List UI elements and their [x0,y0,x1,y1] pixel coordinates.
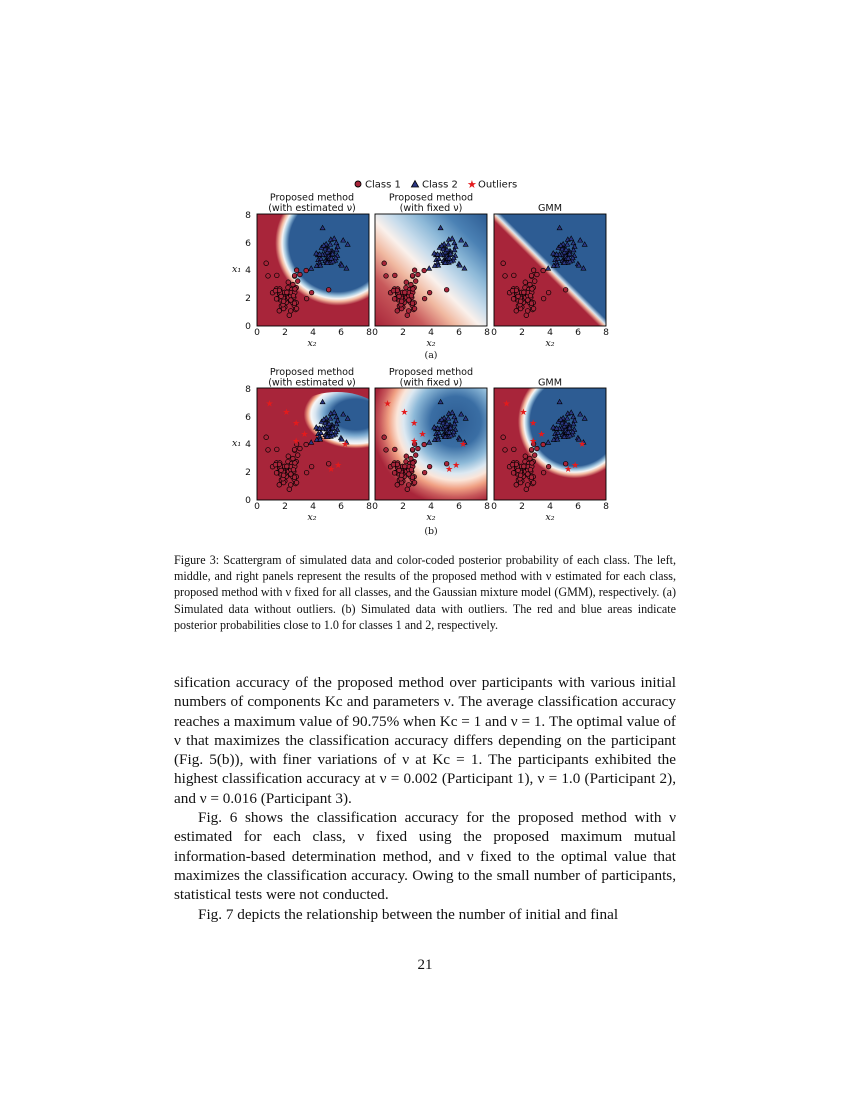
outlier-point: ★ [571,461,580,471]
class1-point [526,472,531,477]
class1-point [512,447,517,452]
outlier-point: ★ [578,440,587,450]
class1-point [392,471,397,476]
x-tick-label: 8 [484,501,490,512]
outlier-point: ★ [410,437,419,448]
outlier-point: ★ [445,465,454,476]
x-tick-label: 8 [603,327,609,338]
class1-point [392,297,397,302]
class1-point [289,472,294,477]
outlier-point: ★ [383,399,392,410]
class1-point [275,447,280,452]
panel-b-fixed [375,388,487,500]
class1-point [413,279,418,284]
panel-b-gmm [494,388,606,500]
outlier-point: ★ [292,419,301,429]
class1-point [412,480,417,485]
class1-point [528,282,533,287]
x-tick-label: 6 [338,501,344,512]
legend-class2-label: Class 2 [422,179,458,191]
legend-class1-label: Class 1 [365,179,401,191]
class1-point [277,308,282,313]
class1-point [541,442,546,447]
class1-point [531,480,536,485]
class1-point [304,442,309,447]
svg-text:Proposed method: Proposed method [269,367,355,378]
class1-point [266,448,271,453]
class1-point [279,468,284,473]
title-a-est-line2: (with estimated ν) [268,203,356,214]
x-tick-label: 4 [547,327,553,338]
class1-point [404,280,409,285]
class1-point [524,487,529,492]
class1-point [407,472,412,477]
class1-point [287,487,292,492]
x-tick-label: 6 [456,327,462,338]
x-tick-label: 0 [254,501,260,512]
class1-point [409,456,414,461]
class1-point [541,296,546,301]
class1-point [292,273,297,278]
class1-point [397,468,402,473]
svg-text:0: 0 [245,495,251,506]
outlier-point: ★ [418,430,427,441]
class1-point [409,467,414,472]
svg-text:x₁: x₁ [232,438,242,449]
class1-point [402,290,407,295]
class1-point [281,473,286,478]
x-tick-label: 6 [338,327,344,338]
title-a-gmm: GMM [538,203,562,214]
outlier-point: ★ [537,430,546,441]
svg-text:2: 2 [245,293,251,304]
panel-a-gmm [494,214,606,326]
paragraph-2: Fig. 6 shows the classification accuracy for the proposed method with ν estimated for each class, ν fixed using the proposed maximum mutual information-based determination method, and ν fixed to the optimal value that maximizes the classification accuracy. Owing to the small number of participants, statistical tests were not conducted. [174,809,676,904]
class1-point [309,464,314,469]
class1-point [304,268,309,273]
class1-point [510,462,515,467]
class1-point [411,287,416,292]
panel-b-estimated [257,388,389,500]
class1-point [295,453,300,458]
outlier-point: ★ [564,465,573,476]
legend-outliers-marker: ★ [467,178,477,191]
title-a-est-line1: Proposed method [269,192,355,204]
class1-point [516,294,521,299]
class1-point [512,273,517,278]
class1-point [412,268,417,273]
class1-point [294,480,299,485]
class1-point [524,313,529,318]
class1-point [407,298,412,303]
paragraph-1: sification accuracy of the proposed method over participants with various initial numbers of components Kc and parameters ν. The average classification accuracy reaches a maximum value of 90.75% when Kc = 1 and ν = 1. The optimal value of ν that maximizes the classification accuracy differs depending on the participant (Fig. 5(b)), with finer variations of ν at Kc = 1. The participants exhibited the highest classification accuracy at ν = 0.002 (Participant 1), ν = 1.0 (Participant 2), and ν = 0.016 (Participant 3). [174,674,676,807]
x-tick-label: 8 [366,327,372,338]
class1-point [291,293,296,298]
svg-text:Proposed method: Proposed method [388,367,474,378]
legend-outliers-label: Outliers [478,179,518,191]
class1-point [287,313,292,318]
outlier-point: ★ [265,399,274,410]
class1-point [411,461,416,466]
class1-point [304,296,309,301]
class1-point [286,280,291,285]
row-a-titles [268,193,562,215]
svg-text:x₂: x₂ [545,338,555,349]
class1-point [532,279,537,284]
panel-a-estimated [257,214,369,326]
class1-point [395,482,400,487]
class1-point [273,288,278,293]
svg-text:x₁: x₁ [232,264,242,275]
class1-point [511,297,516,302]
class1-point [405,487,410,492]
class1-point [521,464,526,469]
class1-point [518,473,523,478]
class1-point [291,456,296,461]
class1-point [309,290,314,295]
class1-point [288,483,293,488]
class1-point [292,447,297,452]
x-tick-label: 4 [310,327,316,338]
class1-point [274,471,279,476]
class1-point [277,482,282,487]
x-tick-label: 0 [254,327,260,338]
class1-point [393,447,398,452]
class1-point [523,280,528,285]
legend-class2-marker [411,181,418,187]
x-tick-label: 6 [456,501,462,512]
svg-text:4: 4 [245,439,251,450]
class1-point [393,273,398,278]
x-tick-label: 8 [484,327,490,338]
outlier-point: ★ [529,419,538,429]
class1-point [409,282,414,287]
class1-point [293,287,298,292]
class1-point [286,454,291,459]
x-tick-label: 6 [575,327,581,338]
x-tick-label: 0 [372,501,378,512]
x-tick-label: 0 [491,501,497,512]
class1-point [422,296,427,301]
row-b-titles [268,367,562,389]
class1-point [294,306,299,311]
class1-point [422,470,427,475]
svg-text:x₂: x₂ [307,512,317,523]
class1-point [298,272,303,277]
x-tick-label: 6 [575,501,581,512]
x-tick-label: 2 [400,501,406,512]
class1-point [391,462,396,467]
figure-3 [225,170,625,550]
svg-text:4: 4 [245,265,251,276]
class1-point [529,273,534,278]
svg-text:0: 0 [245,321,251,332]
svg-text:x₂: x₂ [545,512,555,523]
x-tick-label: 2 [519,327,525,338]
outlier-point: ★ [282,407,291,418]
class1-point [511,471,516,476]
svg-text:6: 6 [245,238,251,249]
class1-point [399,473,404,478]
class1-point [503,274,508,279]
class1-point [395,308,400,313]
outlier-point: ★ [334,461,343,471]
x-tick-label: 2 [282,501,288,512]
class1-point [410,273,415,278]
outlier-point: ★ [300,430,309,441]
class1-point [275,273,280,278]
figure-caption: Figure 3: Scattergram of simulated data and color-coded posterior probability of each class. The left, middle, and right panels represent the results of the proposed method with ν estimated for each class, proposed method with ν fixed for all classes, and the Gaussian mixture model (GMM), respectively. (a) Simulated data without outliers. (b) Simulated data with outliers. The red and blue areas indicate posterior probabilities close to 1.0 for classes 1 and 2, respectively. [174,553,676,632]
class1-point [291,467,296,472]
panel-a-fixed [375,214,487,326]
svg-text:x₂: x₂ [426,338,436,349]
class1-point [427,290,432,295]
legend [355,178,517,191]
body-text [174,673,676,924]
class1-point [541,268,546,273]
class1-point [304,470,309,475]
class1-point [525,483,530,488]
class1-point [444,287,449,292]
x-tick-label: 2 [282,327,288,338]
class1-point [531,268,536,273]
class1-point [412,306,417,311]
outlier-point: ★ [410,419,419,429]
class1-point [264,261,269,266]
class1-point [516,468,521,473]
legend-class1-marker [355,181,361,187]
class1-point [409,293,414,298]
class1-point [530,461,535,466]
svg-text:6: 6 [245,412,251,423]
class1-point [284,290,289,295]
svg-text:GMM: GMM [538,377,562,389]
class1-point [399,299,404,304]
class1-point [514,308,519,313]
class1-point [416,272,421,277]
class1-point [273,462,278,467]
x-tick-label: 8 [366,501,372,512]
x-tick-label: 4 [428,501,434,512]
class1-point [293,461,298,466]
class1-point [281,299,286,304]
class1-point [402,464,407,469]
class1-point [541,470,546,475]
x-tick-label: 2 [400,327,406,338]
svg-text:x₂: x₂ [426,512,436,523]
class1-point [532,453,537,458]
class1-point [526,298,531,303]
outlier-point: ★ [400,407,409,418]
title-a-fix-line1: Proposed method [388,192,474,204]
outlier-point: ★ [327,465,336,476]
class1-point [427,464,432,469]
class1-point [404,454,409,459]
class1-point [384,448,389,453]
class1-point [405,313,410,318]
class1-point [406,483,411,488]
class1-point [295,279,300,284]
class1-point [530,287,535,292]
class1-point [279,294,284,299]
class1-point [288,309,293,314]
x-tick-label: 0 [372,327,378,338]
x-tick-label: 0 [491,327,497,338]
class1-point [535,272,540,277]
outlier-point: ★ [529,437,538,448]
class1-point [503,448,508,453]
x-tick-label: 4 [428,327,434,338]
class1-point [391,288,396,293]
svg-text:(with fixed ν): (with fixed ν) [399,377,463,389]
class1-point [514,482,519,487]
x-tick-label: 8 [603,501,609,512]
x-tick-label: 2 [519,501,525,512]
class1-point [528,467,533,472]
paragraph-3: Fig. 7 depicts the relationship between the number of initial and final [198,905,619,923]
class1-point [422,442,427,447]
class1-point [523,454,528,459]
class1-point [521,290,526,295]
class1-point [294,268,299,273]
class1-point [563,287,568,292]
outlier-point: ★ [452,461,461,471]
class1-point [525,309,530,314]
class1-point [406,309,411,314]
class1-point [382,435,387,440]
row-a-label: (a) [424,350,438,361]
outlier-point: ★ [292,437,301,448]
svg-text:8: 8 [245,210,251,221]
x-tick-label: 4 [547,501,553,512]
class1-point [528,293,533,298]
title-a-fix-line2: (with fixed ν) [399,203,463,214]
class1-point [510,288,515,293]
class1-point [291,282,296,287]
row-b-label: (b) [424,526,438,537]
class1-point [546,464,551,469]
class1-point [518,299,523,304]
class1-point [284,464,289,469]
page-number: 21 [417,957,433,973]
class1-point [528,456,533,461]
svg-text:2: 2 [245,467,251,478]
class1-point [264,435,269,440]
class1-point [501,435,506,440]
outlier-point: ★ [519,407,528,418]
class1-point [531,306,536,311]
class1-point [274,297,279,302]
class1-point [410,447,415,452]
class1-point [546,290,551,295]
outlier-point: ★ [502,399,511,410]
svg-text:8: 8 [245,384,251,395]
outlier-point: ★ [341,440,350,450]
class1-point [413,453,418,458]
class1-point [382,261,387,266]
class1-point [501,261,506,266]
class1-point [384,274,389,279]
class1-point [529,447,534,452]
outlier-point: ★ [459,440,468,450]
class1-point [397,294,402,299]
x-tick-label: 4 [310,501,316,512]
class1-point [326,287,331,292]
svg-text:(with estimated ν): (with estimated ν) [268,377,356,389]
class1-point [266,274,271,279]
svg-text:x₂: x₂ [307,338,317,349]
class1-point [422,268,427,273]
class1-point [289,298,294,303]
